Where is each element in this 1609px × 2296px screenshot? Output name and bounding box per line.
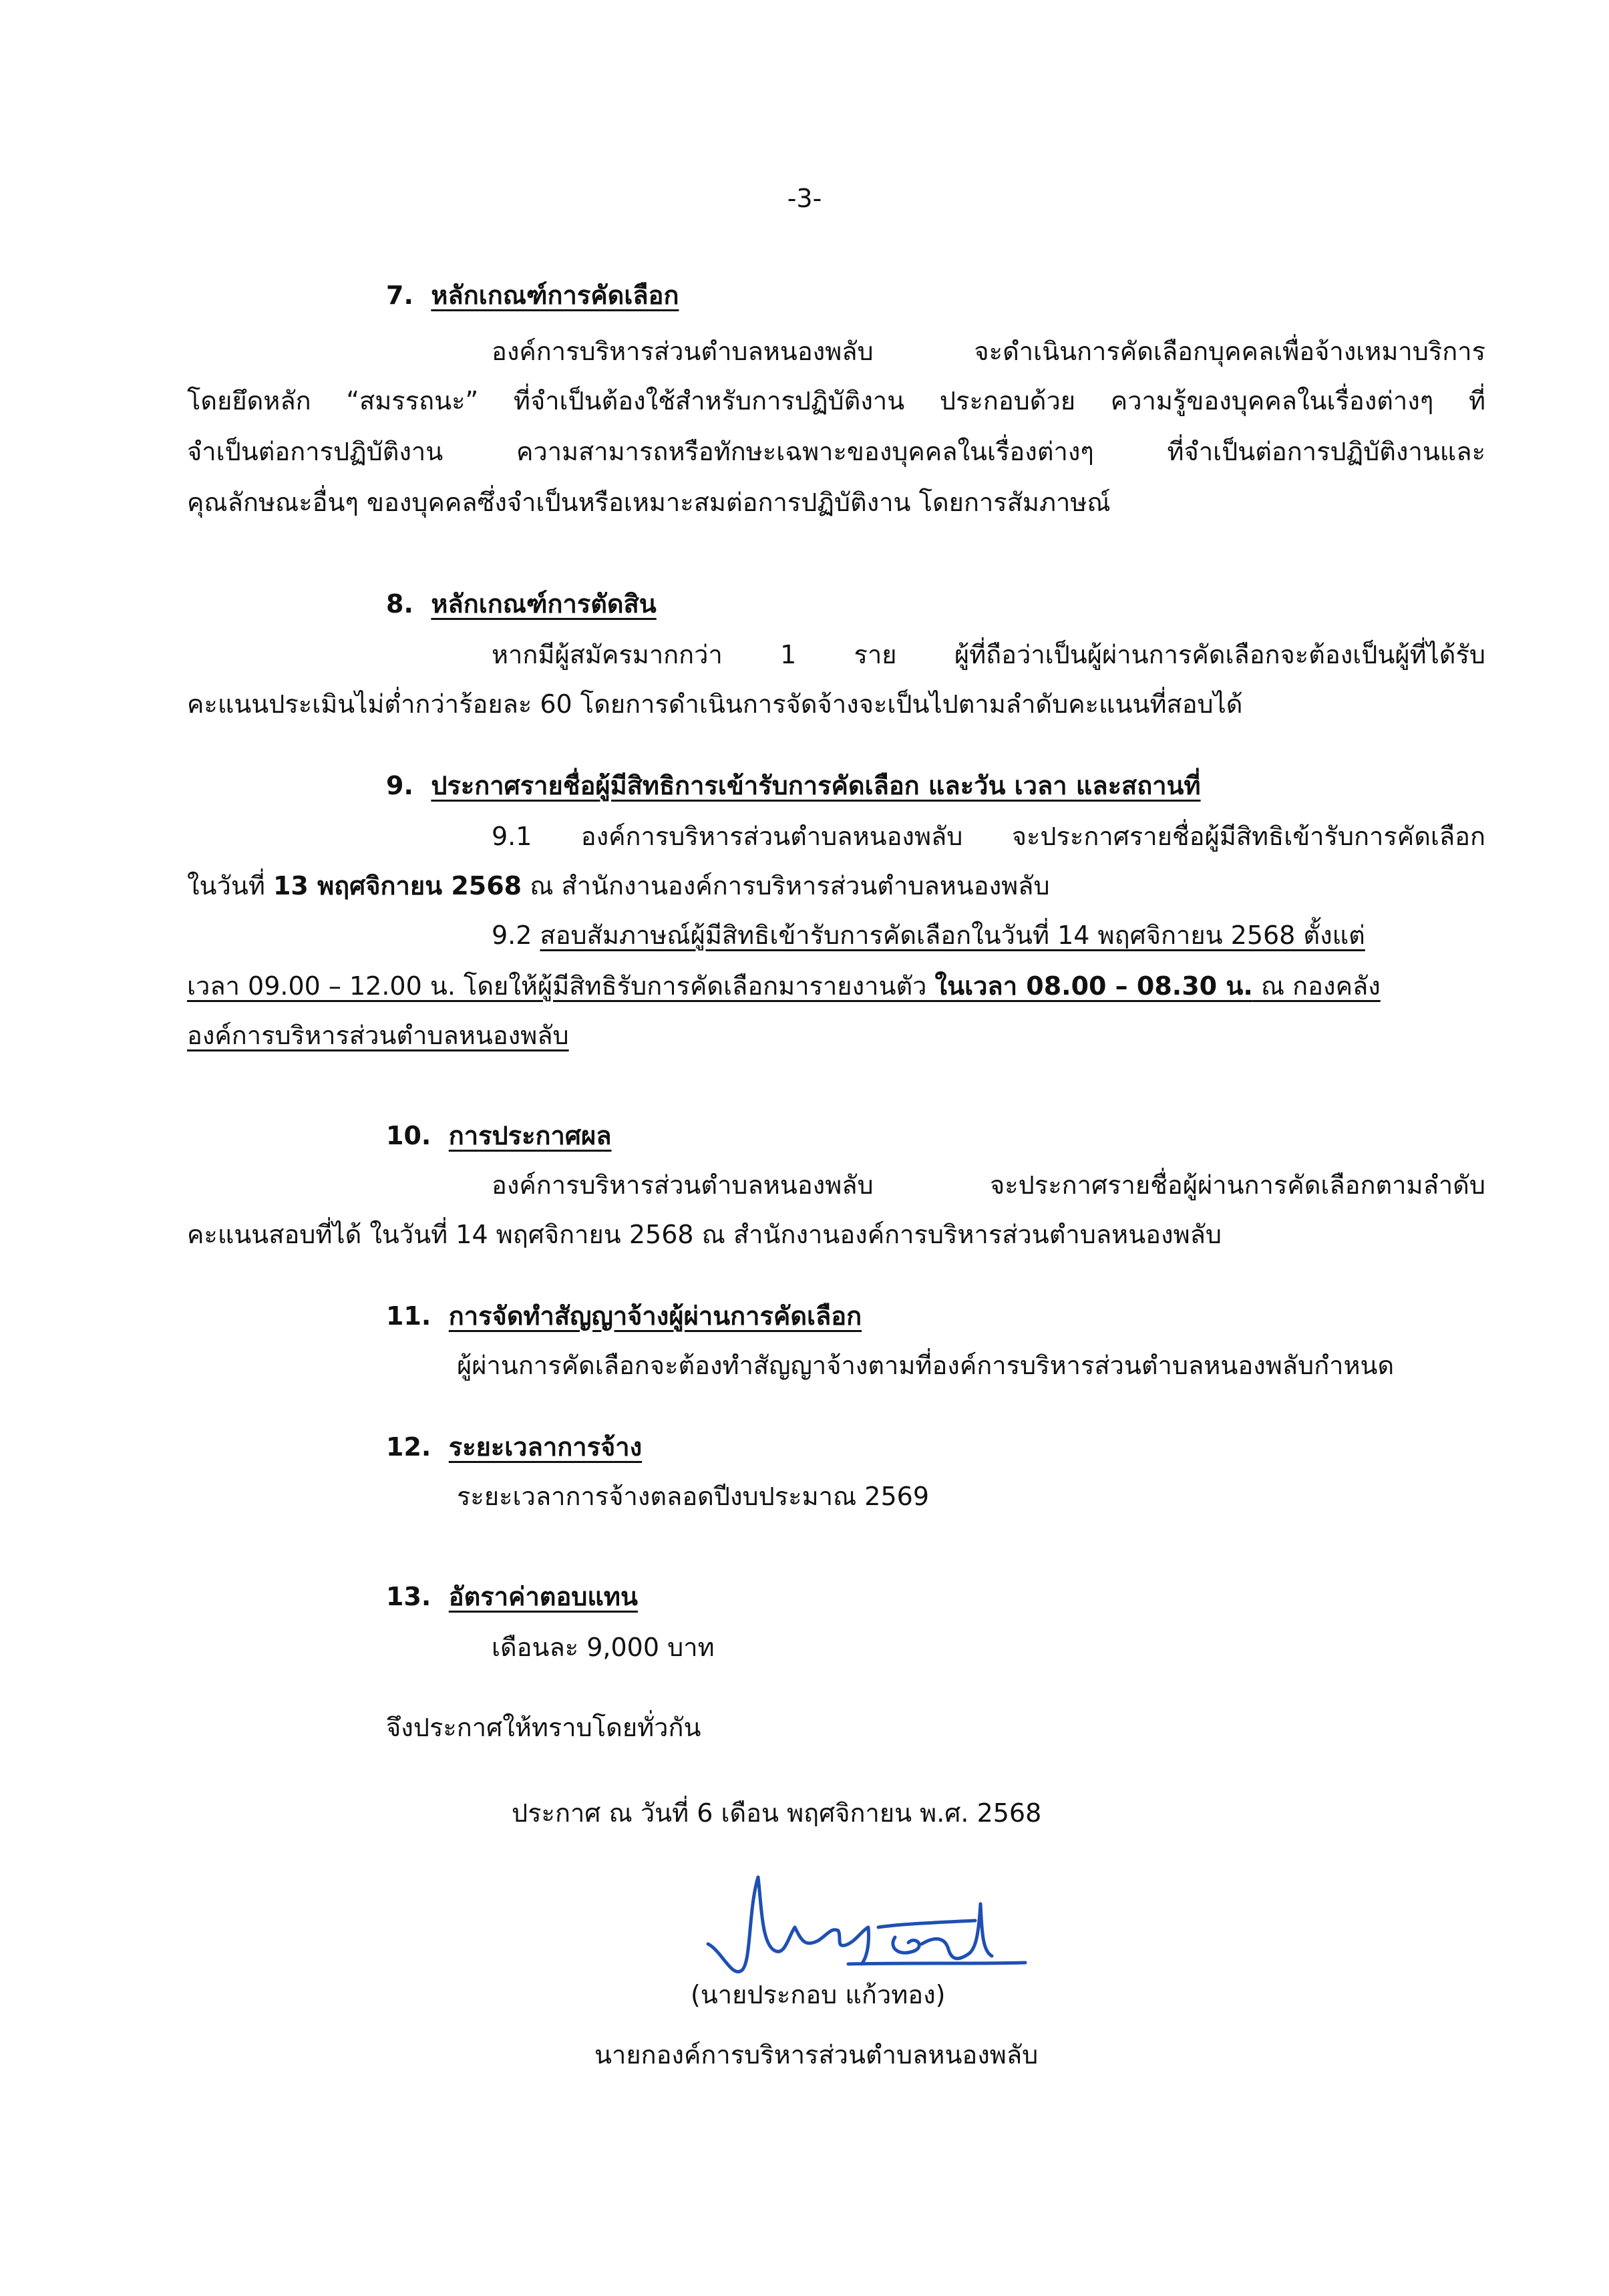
section-13-heading: [386, 1577, 638, 1616]
section-7-heading: [386, 276, 679, 315]
page-number: -3-: [787, 184, 822, 213]
section-12-heading: [386, 1428, 642, 1466]
section-9-1-line-1: 9.1 องค์การบริหารส่วนตำบลหนองพลับ จะประกาศรายชื่อผู้มีสิทธิเข้ารับการคัดเลือก: [492, 822, 1485, 851]
section-13-line-1: เดือนละ 9,000 บาท: [492, 1633, 715, 1662]
section-7-line-1: องค์การบริหารส่วนตำบลหนองพลับ จะดำเนินการคัดเลือกบุคคลเพื่อจ้างเหมาบริการ: [492, 337, 1485, 366]
section-11-title: การจัดทำสัญญาจ้างผู้ผ่านการคัดเลือก: [448, 1301, 862, 1331]
section-12-line-1: ระยะเวลาการจ้างตลอดปีงบประมาณ 2569: [457, 1482, 929, 1511]
section-11-line-1: ผู้ผ่านการคัดเลือกจะต้องทำสัญญาจ้างตามที่องค์การบริหารส่วนตำบลหนองพลับกำหนด: [457, 1351, 1395, 1380]
section-10-line-1: องค์การบริหารส่วนตำบลหนองพลับ จะประกาศรายชื่อผู้ผ่านการคัดเลือกตามลำดับ: [492, 1170, 1485, 1200]
section-9-2-line-2: [187, 967, 1381, 1005]
announcement-date: ประกาศ ณ วันที่ 6 เดือน พฤศจิกายน พ.ศ. 2568: [512, 1798, 1042, 1828]
section-7-number: 7.: [386, 281, 413, 310]
section-7-line-2: โดยยึดหลัก “สมรรถนะ” ที่จำเป็นต้องใช้สำหรับการปฏิบัติงาน ประกอบด้วย ความรู้ของบุคคลในเรื่องต่างๆ ที่: [187, 386, 1485, 416]
section-11-heading: [386, 1297, 862, 1335]
section-8-line-1: หากมีผู้สมัครมากกว่า 1 ราย ผู้ที่ถือว่าเป็นผู้ผ่านการคัดเลือกจะต้องเป็นผู้ที่ได้รับ: [492, 640, 1485, 669]
section-9-2-prefix: 9.2: [492, 921, 540, 950]
section-9-2-report-time: ในเวลา 08.00 – 08.30 น.: [934, 971, 1253, 1001]
closing-statement: จึงประกาศให้ทราบโดยทั่วกัน: [386, 1713, 701, 1742]
section-7-title: หลักเกณฑ์การคัดเลือก: [431, 281, 679, 310]
section-10-heading: [386, 1116, 612, 1155]
section-10-title: การประกาศผล: [448, 1121, 612, 1150]
section-8-number: 8.: [386, 589, 413, 619]
section-11-number: 11.: [386, 1301, 431, 1331]
signer-name: (นายประกอบ แก้วทอง): [691, 1980, 946, 2009]
section-9-2-interview: สอบสัมภาษณ์ผู้มีสิทธิเข้ารับการคัดเลือกในวันที่ 14 พฤศจิกายน 2568 ตั้งแต่: [540, 921, 1365, 950]
section-7-line-4: คุณลักษณะอื่นๆ ของบุคคลซึ่งจำเป็นหรือเหมาะสมต่อการปฏิบัติงาน โดยการสัมภาษณ์: [187, 488, 1111, 517]
section-9-title: ประกาศรายชื่อผู้มีสิทธิการเข้ารับการคัดเลือก และวัน เวลา และสถานที่: [431, 771, 1201, 800]
section-10-line-2: คะแนนสอบที่ได้ ในวันที่ 14 พฤศจิกายน 2568 ณ สำนักงานองค์การบริหารส่วนตำบลหนองพลับ: [187, 1220, 1222, 1249]
section-13-number: 13.: [386, 1582, 431, 1611]
section-12-title: ระยะเวลาการจ้าง: [448, 1432, 643, 1462]
section-8-line-2: คะแนนประเมินไม่ต่ำกว่าร้อยละ 60 โดยการดำเนินการจัดจ้างจะเป็นไปตามลำดับคะแนนที่สอบได้: [187, 689, 1243, 719]
section-9-number: 9.: [386, 771, 413, 800]
section-12-number: 12.: [386, 1432, 431, 1462]
section-9-2-line-1: [492, 916, 1365, 955]
section-8-title: หลักเกณฑ์การตัดสิน: [431, 589, 657, 619]
section-9-2-time: เวลา 09.00 – 12.00 น. โดยให้ผู้มีสิทธิรับการคัดเลือกมารายงานตัว: [187, 971, 935, 1001]
section-10-number: 10.: [386, 1121, 431, 1150]
section-9-heading: [386, 766, 1201, 805]
section-9-2-line-3: องค์การบริหารส่วนตำบลหนองพลับ: [187, 1021, 569, 1050]
section-7-line-3: จำเป็นต่อการปฏิบัติงาน ความสามารถหรือทักษะเฉพาะของบุคคลในเรื่องต่างๆ ที่จำเป็นต่อการปฏิบัติงานและ: [187, 437, 1485, 466]
section-9-2-location: ณ กองคลัง: [1252, 971, 1381, 1001]
section-9-1-date: 13 พฤศจิกายน 2568: [273, 871, 522, 900]
signer-title: นายกองค์การบริหารส่วนตำบลหนองพลับ: [594, 2040, 1039, 2070]
section-13-title: อัตราค่าตอบแทน: [448, 1582, 638, 1611]
section-9-1-prefix: ในวันที่: [187, 871, 273, 900]
section-8-heading: [386, 585, 657, 623]
signature: [695, 1864, 1029, 1991]
section-9-1-place: ณ สำนักงานองค์การบริหารส่วนตำบลหนองพลับ: [522, 871, 1050, 900]
section-9-1-line-2: [187, 866, 1050, 905]
